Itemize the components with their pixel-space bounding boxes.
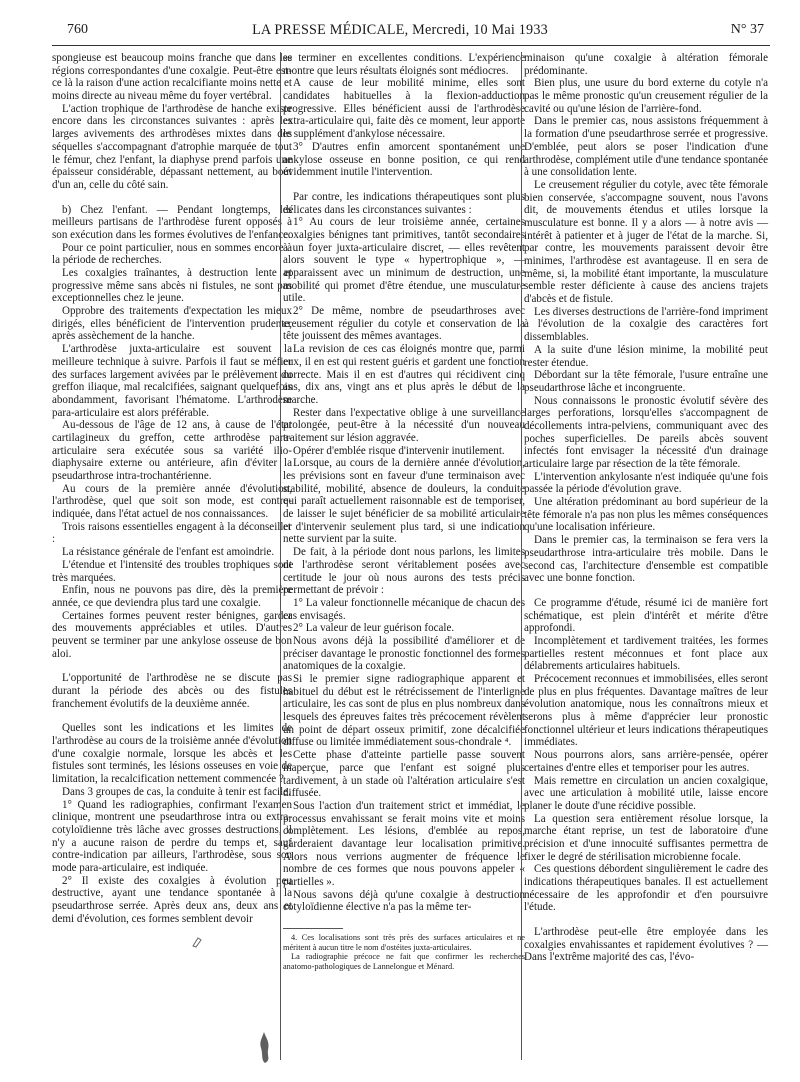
footnote-rule bbox=[283, 928, 343, 929]
paragraph: Trois raisons essentielles engagent à la déconseiller : bbox=[52, 520, 292, 546]
paragraph: Par contre, les indications thérapeutiques sont plus délicates dans les circonstances suivantes : bbox=[283, 190, 525, 216]
header-rule bbox=[52, 45, 770, 46]
paragraph: La question sera entièrement résolue lorsque, la marche étant reprise, un test de laboratoire d'une précision et d'une innocuité suffisantes permettra de fixer le degré de stérilisation microbienne focale. bbox=[524, 812, 768, 863]
page-number: 760 bbox=[67, 22, 88, 37]
footnote: La radiographie précoce ne fait que confirmer les recherches anatomo-pathologiques de Lannelongue et Ménard. bbox=[283, 952, 525, 971]
column-1 bbox=[52, 52, 292, 925]
paragraph: Précocement reconnues et immobilisées, elles seront de plus en plus fréquentes. Davantage maîtres de leur évolution anatomique, nous les connaîtrons mieux et serons plus à même d'apprécier leur pronostic fonctionnel ultérieur et leurs indications thérapeutiques immédiates. bbox=[524, 673, 768, 749]
paragraph: L'étendue et l'intensité des troubles trophiques sont très marquées. bbox=[52, 558, 292, 584]
journal-title: LA PRESSE MÉDICALE, Mercredi, 10 Mai 1933 bbox=[252, 22, 548, 38]
paragraph: Enfin, nous ne pouvons pas dire, dès la première année, ce que deviendra plus tard une coxalgie. bbox=[52, 584, 292, 609]
paragraph: Dans 3 groupes de cas, la conduite à tenir est facile. bbox=[62, 785, 291, 798]
paragraph: Bien plus, une usure du bord externe du cotyle n'a pas le même pronostic qu'un creusement régulier de la cavité ou qu'une lésion de l'arrière-fond. bbox=[524, 77, 768, 115]
paragraph: Nous savons déjà qu'une coxalgie à destruction cotyloïdienne élective n'a pas la même ter- bbox=[283, 888, 525, 914]
paragraph: L'arthrodèse peut-elle être employée dans les coxalgies envahissantes et rapidement évolutives ? — Dans l'extrême majorité des cas, l'évo- bbox=[524, 926, 768, 964]
paragraph: De fait, à la période dont nous parlons, les limites de l'arthrodèse seront véritablement posées avec certitude le jour où nous aurons des tests précis permettant de prévoir : bbox=[283, 546, 525, 597]
paragraph: L'intervention ankylosante n'est indiquée qu'une fois passée la période d'évolution grave. bbox=[524, 470, 768, 496]
paragraph: 2° De même, nombre de pseudarthroses avec creusement régulier du cotyle et conservation de la tête jouissent des mêmes avantages. bbox=[283, 305, 525, 343]
paragraph: L'action trophique de l'arthrodèse de hanche existe encore dans les circonstances suivantes : après les larges avivements des arthrodèses mixtes dans des séquelles s'accompagnant d'atrophie marquée de tout le fémur, chez l'enfant, la diaphyse prend parfois une épaisseur considérable, dépassant nettement, au bout d'un an, celle du côté sain. bbox=[52, 102, 292, 191]
footnote: 4. Ces localisations sont très près des surfaces articulaires et ne méritent à aucun titre le nom d'ostéites juxta-articulaires. bbox=[283, 933, 525, 952]
paragraph: 1° Au cours de leur troisième année, certaines coxalgies bénignes tant primitives, tantôt secondaires à un foyer juxta-articulaire discret, — elles revêtent alors souvent le type « hypertrophique », — apparaissent avec un minimum de destruction, une mobilité qui promet d'être étendue, une musculature utile. bbox=[283, 216, 525, 305]
paragraph: L'arthrodèse juxta-articulaire est souvent la meilleure technique à suivre. Parfois il faut se méfier des surfaces largement avivées par le prélèvement du greffon iliaque, mal recalcifiées, saignant quelquefois abondamment, favorisant l'hématome. L'arthrodèse para-articulaire est alors préférable. bbox=[52, 343, 292, 419]
paragraph: Sous l'action d'un traitement strict et immédiat, le processus envahissant se ferait moins vite et moins complètement. Les lésions, d'emblée au repos, garderaient davantage leur localisation primitive. Alors nous verrions augmenter de fréquence le nombre de ces formes que nous pouvons appeler « partielles ». bbox=[283, 799, 525, 888]
paragraph: La résistance générale de l'enfant est amoindrie. bbox=[62, 546, 275, 559]
paragraph: La revision de ces cas éloignés montre que, parmi eux, il en est qui restent guéris et gardent une fonction correcte. Mais il en est d'autres qui récidivent cinq ans, dix ans, vingt ans et plus après le début de la marche. bbox=[283, 343, 525, 406]
paragraph: Pour ce point particulier, nous en sommes encore à la période de recherches. bbox=[52, 241, 292, 267]
paragraph: Quelles sont les indications et les limites de l'arthrodèse au cours de la troisième année d'évolution d'une coxalgie normale, lorsque les abcès et les fistules sont terminés, les lésions osseuses en voie de limitation, la recalcification nettement commencée ? bbox=[52, 722, 292, 786]
paragraph: Cette phase d'atteinte partielle passe souvent inaperçue, parce que l'enfant est soigné plus tardivement, à un stade où l'altération articulaire s'est diffusée. bbox=[283, 749, 525, 800]
paragraph: A cause de leur mobilité minime, elles sont candidates habituelles à la flexion-adduction progressive. Elles bénéficient aussi de l'arthrodèse extra-articulaire qui, faite dès ce moment, leur apporte le supplément d'ankylose nécessaire. bbox=[283, 77, 525, 141]
paragraph: 3° D'autres enfin amorcent spontanément une ankylose osseuse en bonne position, ce qui rend évidemment inutile l'intervention. bbox=[283, 140, 525, 179]
paragraph: 2° Il existe des coxalgies à évolution peu destructive, ayant une tendance spontanée à la pseudarthrose serrée. Après deux ans, deux ans et demi d'évolution, ces formes semblent devoir bbox=[52, 874, 292, 925]
paragraph: 2° La valeur de leur guérison focale. bbox=[293, 622, 455, 635]
paragraph: Nous connaissons le pronostic évolutif sévère des larges perforations, lorsqu'elles s'accompagnent de décollements intra-pelviens, communiquant avec des poches superficielles. De pareils abcès souvent infectés font envisager la nécessité d'un drainage articulaire large par résection de la tête fémorale. bbox=[524, 394, 768, 470]
paragraph: Les diverses destructions de l'arrière-fond impriment à l'évolution de la coxalgie des caractères fort dissemblables. bbox=[524, 305, 768, 344]
paragraph: Lorsque, au cours de la dernière année d'évolution, les prévisions sont en faveur d'une terminaison avec stabilité, mobilité, absence de douleurs, la conduite qui paraît actuellement raisonnable est de temporiser, de laisser le sujet bénéficier de sa mobilité articulaire et d'intervenir seulement plus tard, si une indication nette survient par la suite. bbox=[283, 457, 525, 546]
paragraph: Opérer d'emblée risque d'intervenir inutilement. bbox=[293, 444, 505, 457]
page-header bbox=[0, 22, 800, 42]
paragraph: Le creusement régulier du cotyle, avec tête fémorale bien conservée, s'accompagne souvent, nous l'avons dit, de mouvements étendus et utiles lorsque la musculature est bonne. Il y a alors — à notre avis — intérêt à patienter et à juger de l'état de la marche. Si, par contre, les mouvements paraissent devoir être minimes, l'arthrodèse est avantageuse. Il en sera de même, si, la mobilité étant importante, la musculature semble rester déficiente à cause des anciens trajets d'abcès et de fistule. bbox=[524, 178, 768, 306]
paragraph: Nous avons déjà la possibilité d'améliorer et de préciser davantage le pronostic fonctionnel des formes anatomiques de la coxalgie. bbox=[283, 634, 525, 673]
section-heading-paragraph: b) Chez l'enfant. — Pendant longtemps, les meilleurs partisans de l'arthrodèse furent opposés à son exécution dans les formes évolutives de l'enfance. bbox=[52, 203, 292, 241]
column-2 bbox=[283, 52, 525, 971]
paragraph: 1° La valeur fonctionnelle mécanique de chacun des cas envisagés. bbox=[283, 596, 525, 622]
paragraph: Ce programme d'étude, résumé ici de manière fort schématique, est plein d'intérêt et mérite d'être approfondi. bbox=[524, 596, 768, 635]
paragraph: Mais remettre en circulation un ancien coxalgique, avec une articulation à mobilité utile, laisse encore planer le doute d'une récidive possible. bbox=[524, 774, 768, 812]
paragraph: A la suite d'une lésion minime, la mobilité peut rester étendue. bbox=[524, 343, 768, 369]
paragraph: se terminer en excellentes conditions. L'expérience montre que leurs résultats éloignés sont médiocres. bbox=[283, 52, 525, 77]
paragraph: 1° Quand les radiographies, confirmant l'examen clinique, montrent une pseudarthrose intra ou extra-cotyloïdienne très lâche avec grosses destructions, il n'y a aucune raison de perdre du temps et, sauf contre-indication par ailleurs, l'arthrodèse, sous son mode para-articulaire, est indiquée. bbox=[52, 798, 292, 874]
column-3 bbox=[524, 52, 768, 964]
paragraph: Nous pourrons alors, sans arrière-pensée, opérer certaines d'entre elles et temporiser pour les autres. bbox=[524, 749, 768, 774]
paragraph: Au-dessous de l'âge de 12 ans, à cause de l'état cartilagineux du greffon, cette arthrodèse para-articulaire sera exécutée sous sa variété ilio-diaphysaire externe ou antérieure, afin d'éviter la pseudarthrose intra-trochantérienne. bbox=[52, 419, 292, 482]
paragraph: Débordant sur la tête fémorale, l'usure entraîne une pseudarthrose lâche et incongruente. bbox=[524, 369, 768, 394]
paragraph: Une altération prédominant au bord supérieur de la tête fémorale n'a pas non plus les mêmes conséquences qu'une localisation inférieure. bbox=[524, 496, 768, 534]
column-divider bbox=[280, 52, 281, 1060]
paragraph: spongieuse est beaucoup moins franche que dans les régions correspondantes d'une coxalgie. Peut-être est-ce là la raison d'une action recalcifiante moins nette et moins directe au niveau même du foyer vertébral. bbox=[52, 52, 292, 103]
paragraph: Si le premier signe radiographique apparent et habituel du début est le rétrécissement de l'interligne articulaire, les cas sont de plus en plus nombreux dans lesquels des épreuves faites très précocement révèlent un point de départ osseux primitif, zone décalcifiée diffuse ou limitée immédiatement sous-chondrale ⁴. bbox=[283, 673, 525, 749]
paragraph: Incomplètement et tardivement traitées, les formes partielles restent méconnues et font place aux délabrements articulaires habituels. bbox=[524, 634, 768, 673]
ink-stain-icon bbox=[256, 1030, 274, 1064]
issue-number: N° 37 bbox=[730, 22, 764, 37]
paragraph: Dans le premier cas, nous assistons fréquemment à la formation d'une pseudarthrose serrée et progressive. D'emblée, peut alors se poser l'indication d'une arthrodèse, complément utile d'une tendance spontanée à une consolidation lente. bbox=[524, 115, 768, 179]
paragraph: Dans le premier cas, la terminaison se fera vers la pseudarthrose intra-articulaire très mobile. Dans le second cas, l'architecture d'ensemble est compatible avec une bonne fonction. bbox=[524, 534, 768, 585]
paragraph: L'opportunité de l'arthrodèse ne se discute pas durant la période des abcès ou des fistules franchement évolutifs de la deuxième année. bbox=[52, 672, 292, 710]
column-divider bbox=[521, 52, 522, 1060]
paragraph: Ces questions débordent singulièrement le cadre des indications thérapeutiques banales. Il est actuellement nécessaire de les approfondir et d'en poursuivre l'étude. bbox=[524, 863, 768, 914]
pencil-mark-icon bbox=[190, 935, 204, 949]
paragraph: Opprobre des traitements d'expectation les mieux dirigés, elles bénéficient de l'intervention prudente, après assèchement de la hanche. bbox=[52, 305, 292, 343]
paragraph: Au cours de la première année d'évolution, l'arthrodèse, quel que soit son mode, est contre-indiquée, dans l'état actuel de nos connaissances. bbox=[52, 482, 292, 521]
paragraph: Certaines formes peuvent rester bénignes, garder des mouvements appréciables et utiles. D'autres peuvent se terminer par une ankylose osseuse de bon aloi. bbox=[52, 609, 292, 660]
paragraph: Les coxalgies traînantes, à destruction lente et progressive même sans abcès ni fistules, ne sont pas exceptionnelles chez le jeune. bbox=[52, 267, 292, 305]
paragraph: minaison qu'une coxalgie à altération fémorale prédominante. bbox=[524, 52, 768, 77]
paragraph: Rester dans l'expectative oblige à une surveillance prolongée, peut-être à la nécessité d'un nouveau traitement sur lésion aggravée. bbox=[283, 406, 525, 444]
